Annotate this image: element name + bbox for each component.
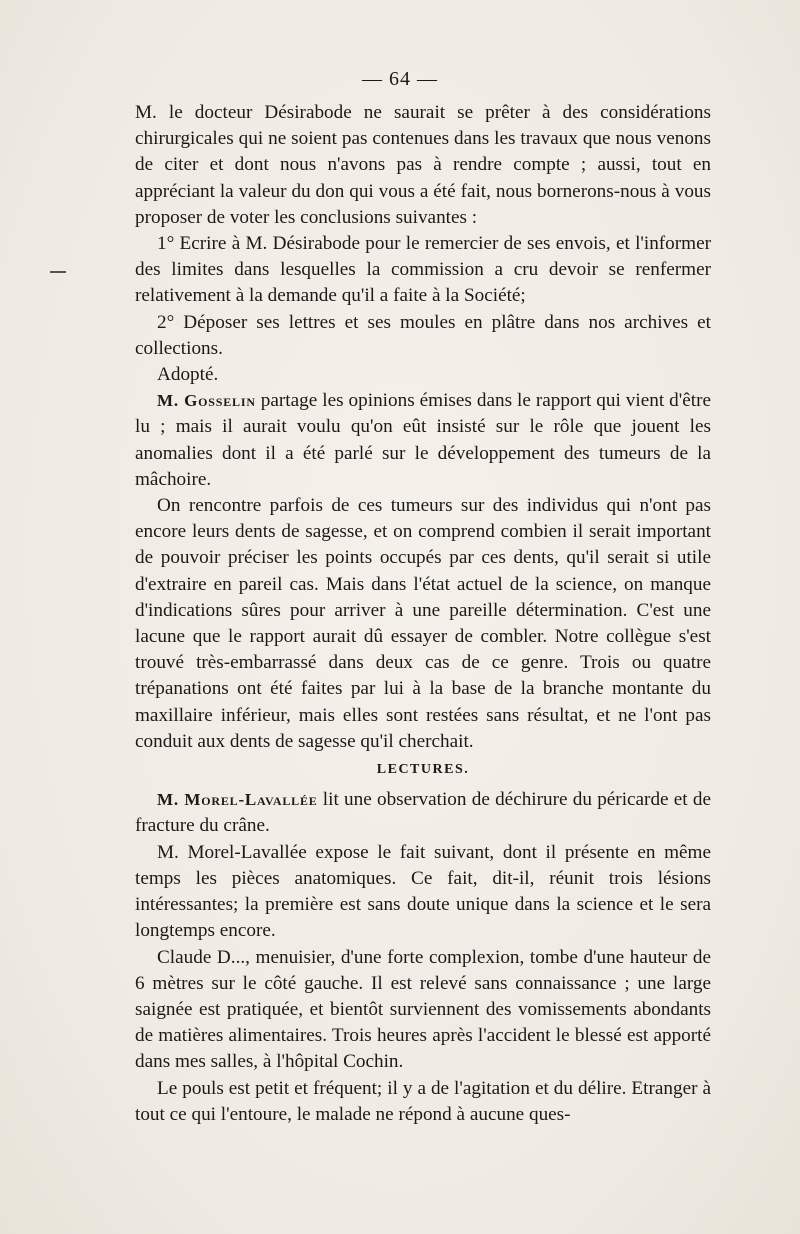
paragraph-gosselin — [135, 388, 711, 493]
paragraph-tumeurs: On rencontre parfois de ces tumeurs sur des individus qui n'ont pas encore leurs dents de sagesse, et on comprend combien il serait important de pouvoir préciser les points occupés par ces dents, qu'il serait si utile d'extraire en pareil cas. Mais dans l'état actuel de la science, on manque d'indications sûres pour arriver à une pareille détermination. C'est une lacune que le rapport aurait dû essayer de combler. Notre collègue s'est trouvé très-embarrassé dans deux cas de ce genre. Trois ou quatre trépanations ont été faites par lui à la base de la branche montante du maxillaire inférieur, mais elles sont restées sans résultat, et ne l'ont pas conduit aux dents de sagesse qu'il cherchait. — [135, 495, 711, 752]
margin-mark — [50, 271, 66, 273]
paragraph-text: partage les opinions émises dans le rapport qui vient d'être lu ; mais il aurait voulu qu'on eût insisté sur le rôle que jouent les anomalies dont il a été parlé sur le développement des tumeurs de la mâchoire. — [135, 390, 711, 490]
paragraph-claude: Claude D..., menuisier, d'une forte complexion, tombe d'une hauteur de 6 mètres sur le côté gauche. Il est relevé sans connaissance ; une large saignée est pratiquée, et bientôt surviennent des vomissements abondants de matières alimentaires. Trois heures après l'accident le blessé est apporté dans mes salles, à l'hôpital Cochin. — [135, 946, 711, 1073]
paragraph-text: lit une observation de déchirure du péricarde et de fracture du crâne. — [135, 789, 711, 837]
speaker-name: M. Gosselin — [157, 391, 256, 411]
paragraph-expose: M. Morel-Lavallée expose le fait suivant, dont il présente en même temps les pièces anatomiques. Ce fait, dit-il, réunit trois lésions intéressantes; la première est sans doute unique dans la science et le sera longtemps encore. — [135, 841, 711, 942]
section-heading: LECTURES. — [376, 762, 470, 778]
paragraph-conclusion-intro: M. le docteur Désirabode ne saurait se prêter à des considérations chirurgicales qui ne soient pas contenues dans les travaux que nous venons de citer et dont nous n'avons pas à rendre compte ; aussi, tout en appréciant la valeur du don qui vous a été fait, nous bornerons-nous à vous proposer de voter les conclusions suivantes : — [135, 102, 711, 228]
page-body — [135, 100, 711, 1128]
paragraph-pouls: Le pouls est petit et fréquent; il y a de l'agitation et du délire. Etranger à tout ce qui l'entoure, le malade ne répond à aucune ques- — [135, 1077, 711, 1125]
paragraph-morel-lavallee — [135, 787, 711, 839]
speaker-name: M. Morel-Lavallée — [157, 790, 318, 810]
page-number: — 64 — — [362, 68, 438, 90]
paragraph-adopted: Adopté. — [157, 364, 219, 386]
paragraph-conclusion-1: 1° Ecrire à M. Désirabode pour le remercier de ses envois, et l'informer des limites dans lesquelles la commission a cru devoir se renfermer relativement à la demande qu'il a faite à la Société; — [135, 233, 711, 307]
paragraph-conclusion-2: 2° Déposer ses lettres et ses moules en plâtre dans nos archives et collections. — [135, 311, 711, 359]
